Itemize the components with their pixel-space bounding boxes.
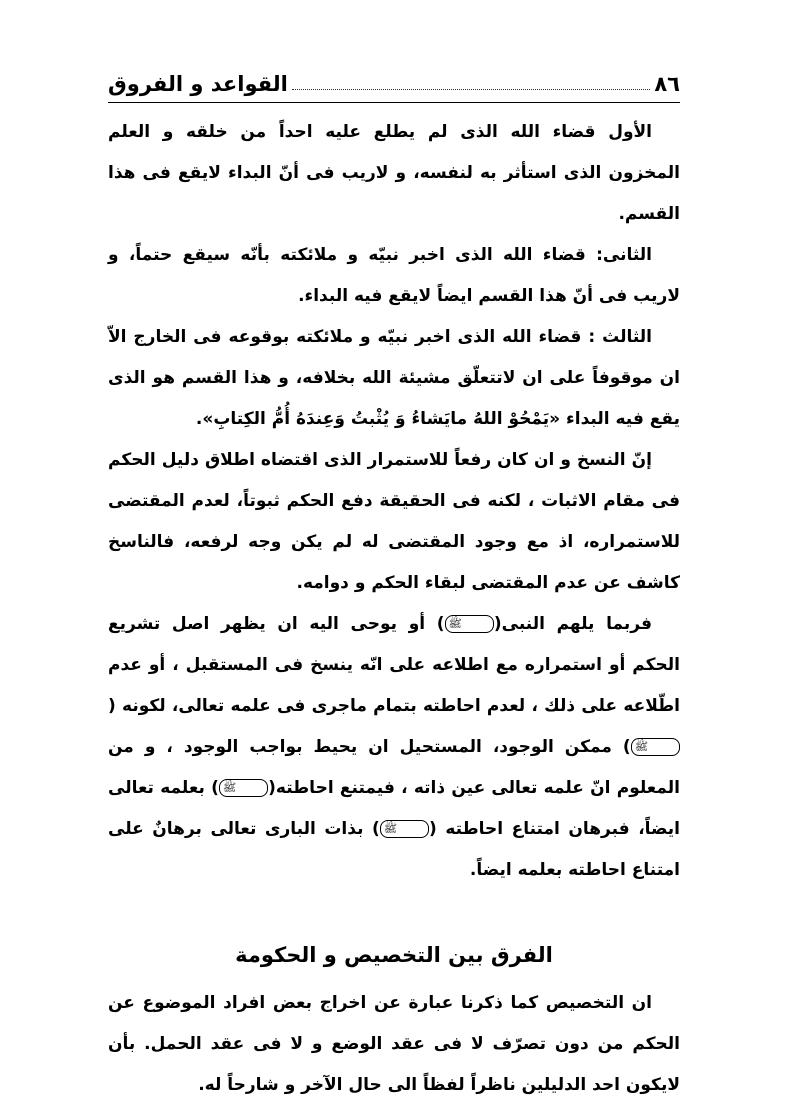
honorific-icon: ﷺ (445, 615, 494, 633)
running-header (108, 62, 680, 102)
paragraph-4: إنّ النسخ و ان كان رفعاً للاستمرار الذى اقتضاه اطلاق دليل الحكم فى مقام الاثبات ، لكنه فى الحقيقة دفع الحكم ثبوتاً، لعدم المقتضى للاستمراره، اذ مع وجود المقتضى له لم يكن وجه لرفعه، فالناسخ كاشف عن عدم المقتضى لبقاء الحكم و دوامه. (108, 450, 680, 593)
paragraph-1: الأول قضاء الله الذى لم يطلع عليه احداً من خلقه و العلم المخزون الذى استأثر به لنفسه، و لاريب فى أنّ البداء لايقع فى هذا القسم. (108, 122, 680, 224)
running-title: القواعد و الفروق (108, 72, 288, 96)
honorific-icon: ﷺ (219, 779, 268, 797)
paragraph-5-part-a: فربما يلهم النبى( (493, 614, 652, 634)
paragraph-3 (108, 317, 680, 440)
paragraph-6: ان التخصيص كما ذكرنا عبارة عن اخراج بعض افراد الموضوع عن الحكم من دون تصرّف لا فى عقد الوضع و لا فى عقد الحمل. بأن لايكون احد الدليلين ناظراً لفظاً الى حال الآخر و شارحاً له. (108, 993, 680, 1095)
page-number: ٨٦ (654, 72, 680, 96)
paragraph-5-part-c: ) ممكن الوجود، المستحيل ان يحيط بواجب الوجود ، و من المعلوم انّ علمه تعالى عين ذاته ، فيمتنع احاطته( (108, 737, 680, 798)
dotted-leader (292, 89, 651, 90)
header-rule (108, 102, 680, 103)
paragraph-5-part-e: ) بذات البارى تعالى برهانٌ على امتناع احاطته بعلمه ايضاً. (108, 819, 680, 880)
honorific-icon: ﷺ (631, 738, 680, 756)
paragraph-5-part-b: ) أو يوحى اليه ان يظهر اصل تشريع الحكم أو استمراره مع اطلاعه على انّه ينسخ فى المستقبل ، أو عدم اطّلاعه على ذلك ، لعدم احاطته بتمام ماجرى فى علمه تعالى، لكونه ( (108, 614, 680, 716)
honorific-icon: ﷺ (380, 820, 429, 838)
paragraph-3-end: ». (195, 409, 214, 429)
body-text (108, 112, 680, 1106)
quran-quote: يَمْحُوْ اللهُ مايَشاءُ وَ يُثْبتُ وَعِندَهُ أُمُّ الكِتابِ (213, 409, 550, 429)
section-heading: الفرق بين التخصيص و الحكومة (235, 943, 553, 967)
paragraph-3-text: الثالث : قضاء الله الذى اخبر نبيّه و ملائكته بوقوعه فى الخارج الاّ ان موقوفاً على ان لاتتعلّق مشيئة الله بخلافه، و هذا القسم هو الذى يقع فيه البداء « (108, 327, 680, 429)
paragraph-2: الثانى: قضاء الله الذى اخبر نبيّه و ملائكته بأنّه سيقع حتماً، و لاريب فى أنّ هذا القسم ايضاً لايقع فيه البداء. (108, 245, 680, 306)
paragraph-5 (108, 604, 680, 891)
paragraph-5-part-d: ) بعلمه تعالى ايضاً، فبرهان امتناع احاطته ( (108, 778, 680, 839)
